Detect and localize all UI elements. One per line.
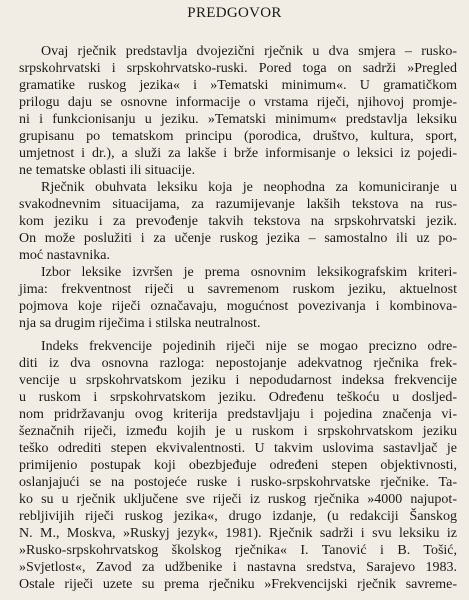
text-line: primijenio postupak koji obezbjeđuje određeni stepen objektivnosti,	[19, 458, 457, 473]
text-line: umjetnost i dr.), a služi za lakše i brže informisanje o leksici iz pojedi-	[19, 146, 457, 161]
text-line: Indeks frekvencije pojedinih riječi nije se mogao precizno odre-	[41, 339, 457, 354]
text-line: kom jeziku i za prevođenje takvih tekstova na srpskohrvatski jezik.	[19, 214, 457, 229]
text-line: diti iz dva osnovna razloga: nepostojanje adekvatnog rječnika frek-	[19, 356, 457, 371]
text-line: Izbor leksike izvršen je prema osnovnim leksikografskim kriteri-	[41, 265, 457, 280]
text-line: jima: frekventnost riječi u savremenom ruskom jeziku, aktuelnost	[19, 282, 457, 297]
text-line: šeznačnih riječi, između kojih je u ruskom i srpskohrvatskom jeziku	[19, 424, 457, 439]
text-line: Rječnik obuhvata leksiku koja je neophodna za komuniciranje u	[41, 180, 457, 195]
text-line: nja sa drugim riječima i stilska neutralnost.	[19, 316, 261, 331]
page-title: PREDGOVOR	[187, 5, 282, 21]
text-line: srpskohrvatski i srpskohrvatsko-ruski. Pored toga on sadrži »Pregled	[19, 61, 457, 76]
text-line: Ovaj rječnik predstavlja dvojezični rječnik u dva smjera – rusko-	[41, 44, 457, 59]
text-line: nom pridržavanju ovog kriterija predstavljaju i pojedina značenja vi-	[19, 407, 457, 422]
text-line: vencije u srpskohrvatskom jeziku i nepodudarnost indeksa frekvencije	[19, 373, 457, 388]
text-line: gramatike ruskog jezika« i »Tematski minimum«. U gramatičkom	[19, 78, 457, 93]
text-line: Ostale riječi uzete su prema rječniku »Frekvencijski rječnik savreme-	[19, 577, 457, 592]
text-line: oslanjajući se na postojeće ruske i rusko-srpskohrvatske rječnike. Ta-	[19, 475, 457, 490]
text-line: rebljivijih riječi ruskog jezika«, drugo izdanje, (u redakciji Šanskog	[19, 509, 457, 524]
text-line: teško odrediti stepen ekvivalentnosti. U takvim uslovima sastavljač je	[19, 441, 457, 456]
text-line: ni i funkcionisanju u jeziku. »Tematski minimum« predstavlja leksiku	[19, 112, 457, 127]
text-line: »Rusko-srpskohrvatskog školskog rječnika« I. Tanović i B. Tošić,	[19, 543, 457, 558]
text-line: »Svjetlost«, Zavod za udžbenike i nastavna sredstva, Sarajevo 1983.	[19, 560, 457, 575]
text-line: pojmova koje riječi označavaju, mogućnost povezivanja i kombinova-	[19, 299, 457, 314]
text-line: N. M., Moskva, »Ruskyj jezyk«, 1981). Rječnik sadrži i svu leksiku iz	[19, 526, 457, 541]
text-line: prilogu daju se osnovne informacije o vrstama riječi, njihovoj promje-	[19, 95, 457, 110]
text-line: ne tematske oblasti ili situacije.	[19, 163, 196, 178]
text-line: grupisanu po tematskom principu (porodica, društvo, kultura, sport,	[19, 129, 457, 144]
text-line: u ruskom i srpskohrvatskom jeziku. Određenu teškoću u dosljed-	[19, 390, 457, 405]
text-line: moć nastavnika.	[19, 248, 110, 263]
text-line: ko su u rječnik uključene sve riječi iz ruskog rječnika »4000 najupot-	[19, 492, 457, 507]
text-line: svakodnevnim situacijama, za razumijevanje lakših tekstova na rus-	[19, 197, 457, 212]
text-line: On može poslužiti i za učenje ruskog jezika – samostalno ili uz po-	[19, 231, 457, 246]
